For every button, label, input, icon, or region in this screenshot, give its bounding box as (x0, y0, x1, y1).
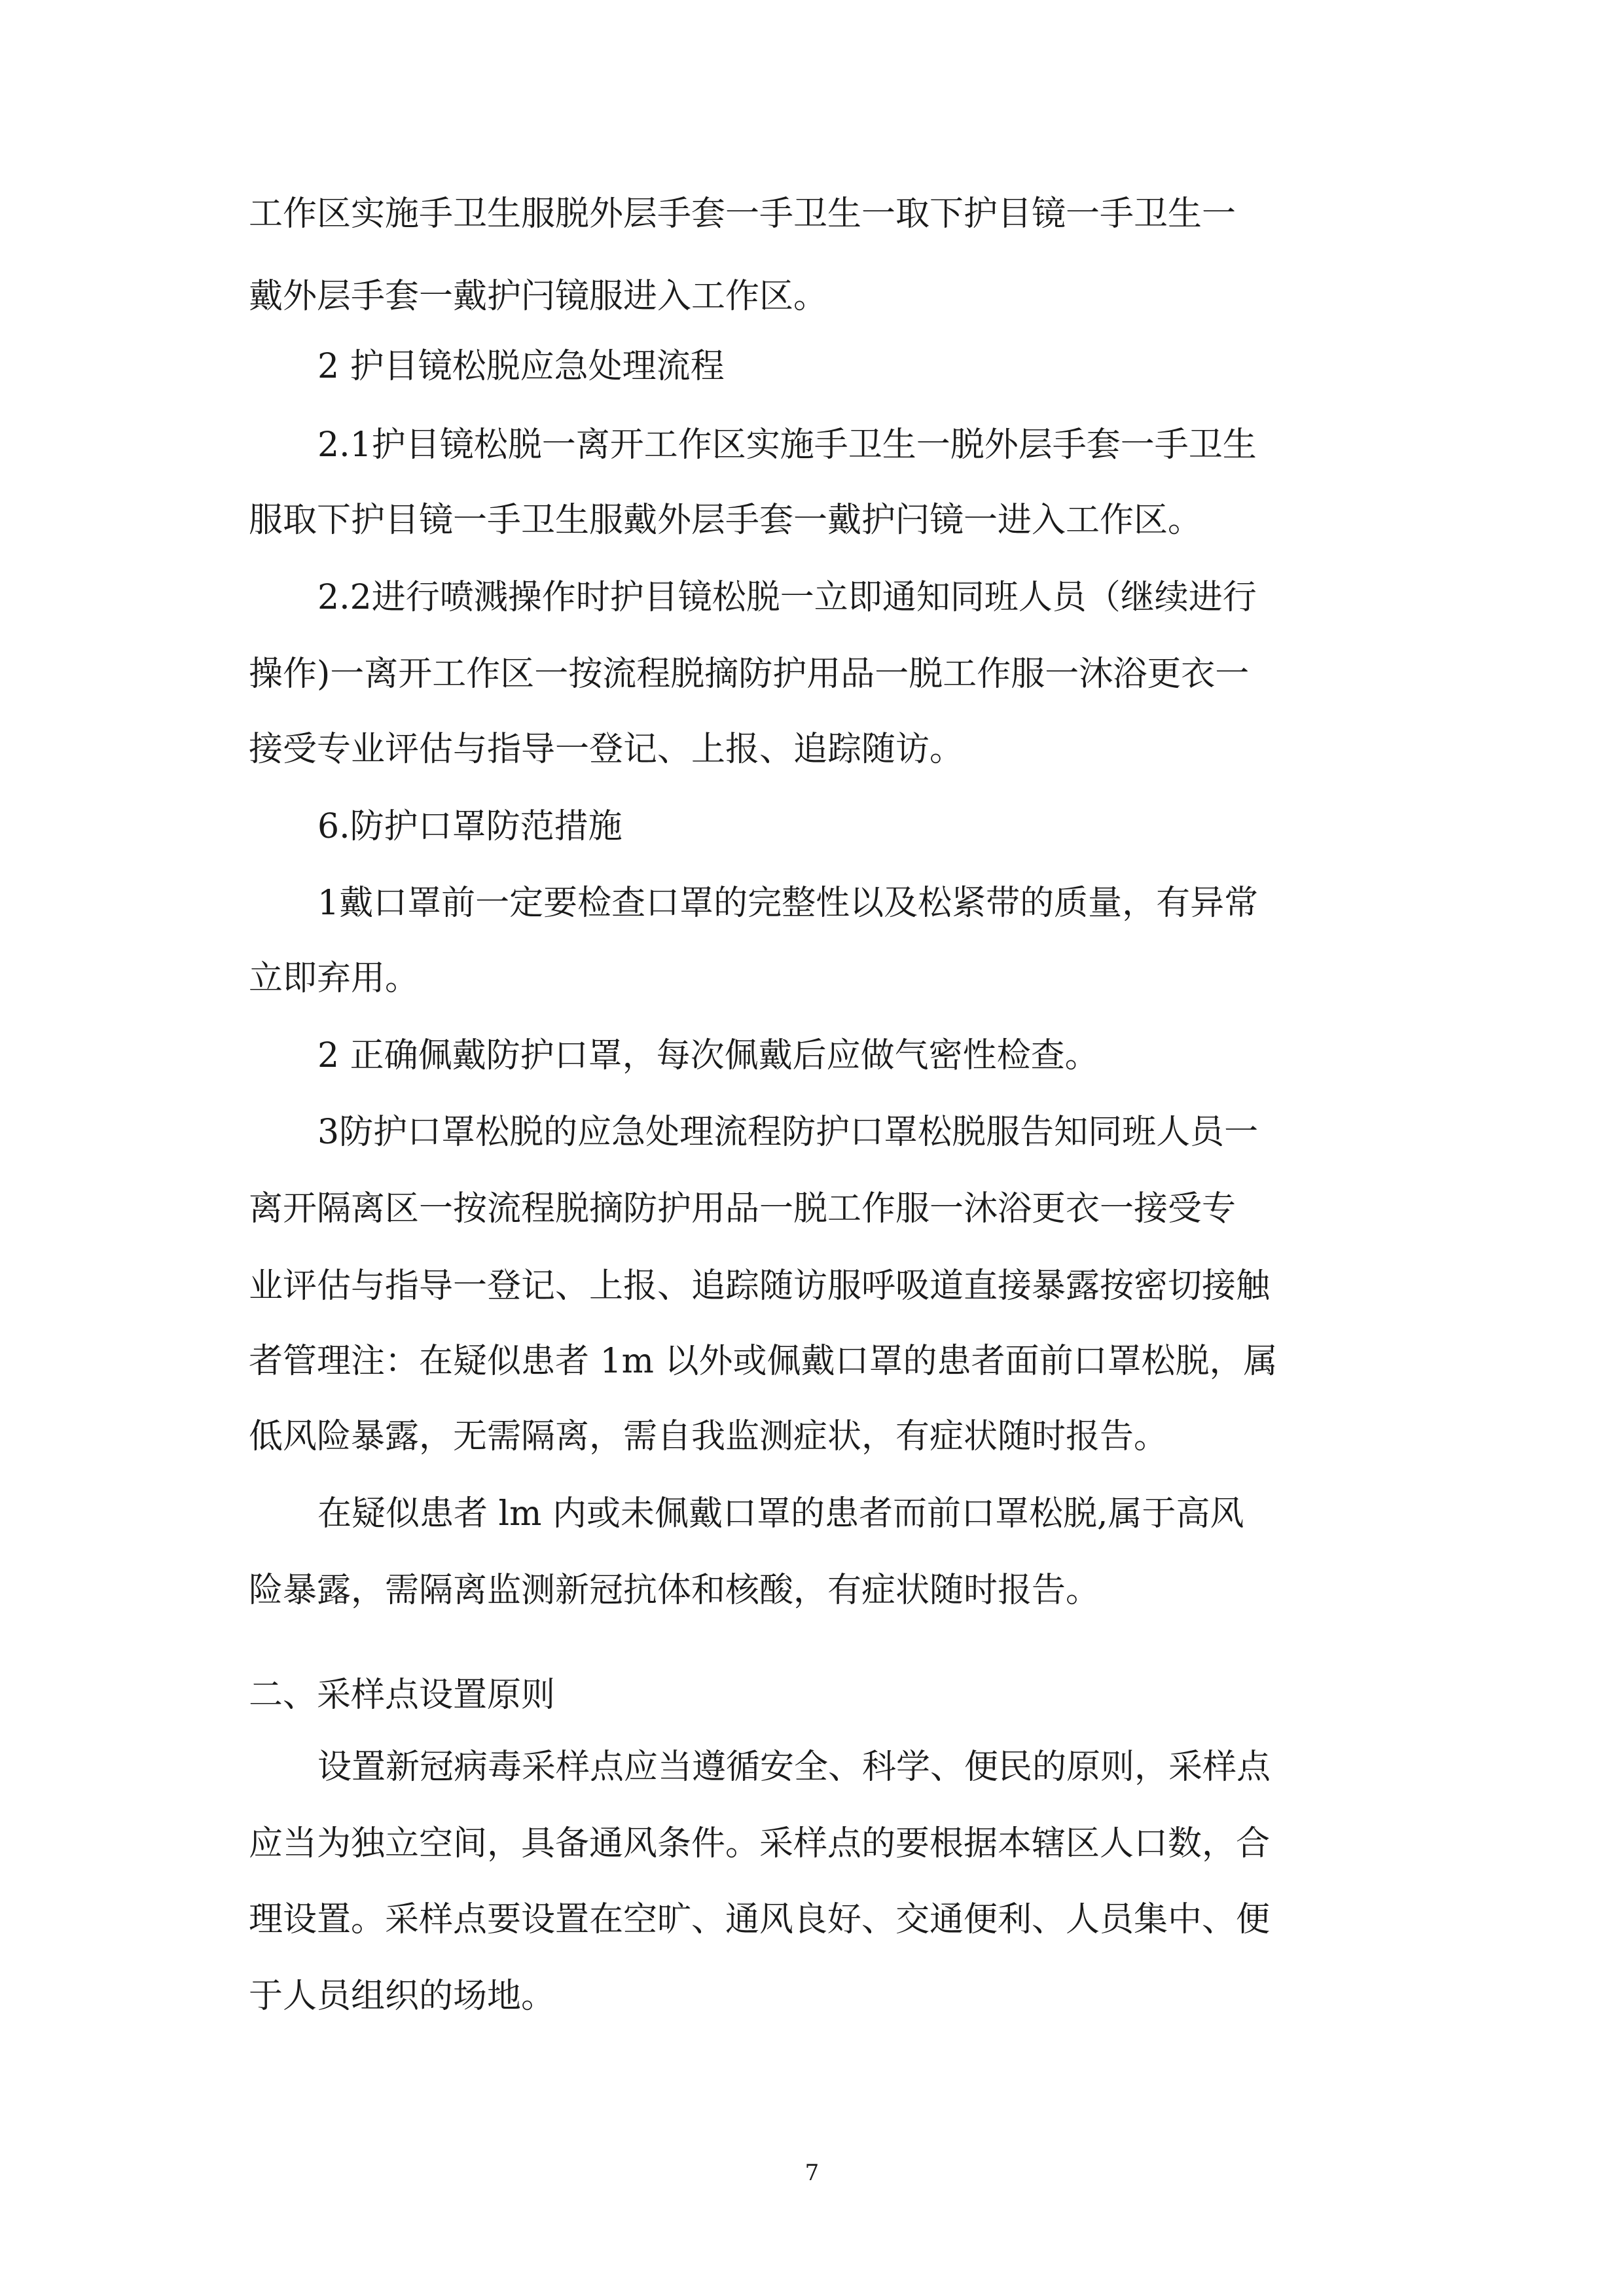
text-line-6: 2.2进行喷溅操作时护目镜松脱一立即通知同班人员（继续进行 (317, 578, 1257, 617)
text-line-22: 应当为独立空间，具备通风条件。采样点的要根据本辖区人口数，合 (249, 1824, 1271, 1863)
text-line-11: 立即弃用。 (249, 959, 420, 998)
text-line-7: 操作)一离开工作区一按流程脱摘防护用品一脱工作服一沐浴更衣一 (249, 655, 1250, 694)
text-line-16: 者管理注：在疑似患者 1m 以外或佩戴口罩的患者面前口罩松脱，属 (249, 1342, 1278, 1381)
text-line-2: 戴外层手套一戴护闩镜服进入工作区。 (249, 277, 828, 316)
text-line-12: 2 正确佩戴防护口罩，每次佩戴后应做气密性检查。 (317, 1036, 1099, 1075)
text-line-23: 理设置。采样点要设置在空旷、通风良好、交通便利、人员集中、便 (249, 1900, 1271, 1939)
text-line-4: 2.1护目镜松脱一离开工作区实施手卫生一脱外层手套一手卫生 (317, 425, 1257, 465)
section-heading-goggles: 2 护目镜松脱应急处理流程 (317, 347, 725, 386)
text-line-19: 险暴露，需隔离监测新冠抗体和核酸，有症状随时报告。 (249, 1571, 1100, 1610)
text-line-24: 于人员组织的场地。 (249, 1977, 556, 2016)
text-line-14: 离开隔离区一按流程脱摘防护用品一脱工作服一沐浴更衣一接受专 (249, 1189, 1236, 1229)
text-line-21: 设置新冠病毒采样点应当遵循安全、科学、便民的原则，采样点 (317, 1748, 1271, 1787)
text-line-8: 接受专业评估与指导一登记、上报、追踪随访。 (249, 730, 964, 769)
section-heading-mask: 6.防护口罩防范措施 (317, 807, 623, 846)
page-number: 7 (804, 2160, 820, 2186)
text-line-5: 服取下护目镜一手卫生服戴外层手套一戴护闩镜一进入工作区。 (249, 501, 1202, 540)
text-line-13: 3防护口罩松脱的应急处理流程防护口罩松脱服告知同班人员一 (317, 1113, 1259, 1152)
text-line-10: 1戴口罩前一定要检查口罩的完整性以及松紧带的质量，有异常 (317, 884, 1259, 923)
text-line-18: 在疑似患者 lm 内或未佩戴口罩的患者而前口罩松脱,属于高风 (317, 1494, 1244, 1534)
text-line-17: 低风险暴露，无需隔离，需自我监测症状，有症状随时报告。 (249, 1417, 1168, 1456)
text-line-1: 工作区实施手卫生服脱外层手套一手卫生一取下护目镜一手卫生一 (249, 194, 1236, 234)
text-line-15: 业评估与指导一登记、上报、追踪随访服呼吸道直接暴露按密切接触 (249, 1266, 1271, 1306)
section-heading-sampling: 二、采样点设置原则 (249, 1676, 556, 1715)
